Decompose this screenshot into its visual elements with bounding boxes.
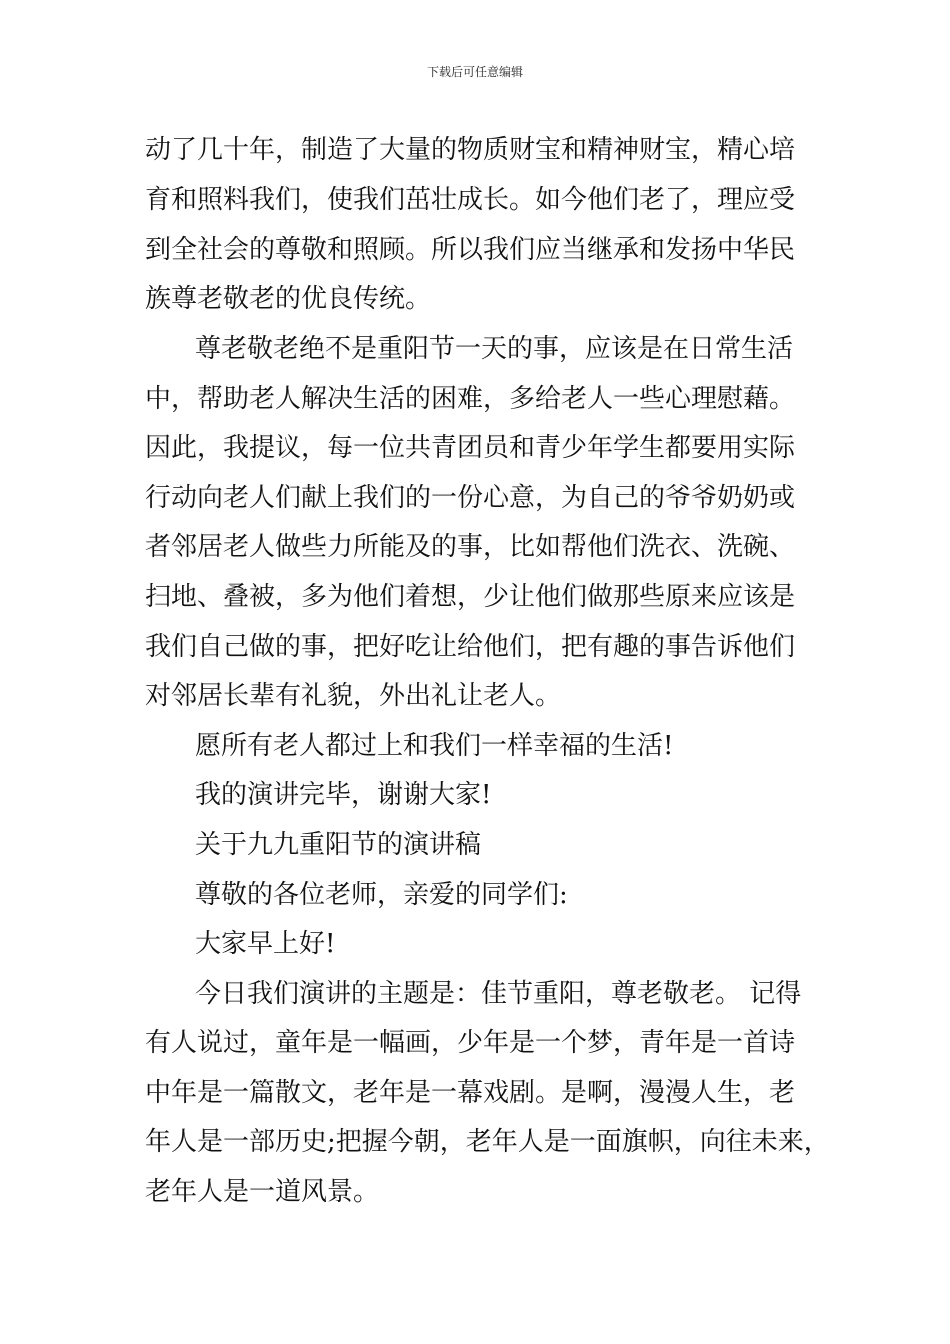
paragraph-start-line: 尊老敬老绝不是重阳节一天的事，应该是在日常生活 bbox=[195, 334, 794, 364]
paragraph-start-line: 愿所有老人都过上和我们一样幸福的生活! bbox=[195, 731, 674, 761]
body-line: 我们自己做的事，把好吃让给他们，把有趣的事告诉他们 bbox=[145, 632, 796, 662]
body-line: 年人是一部历史;把握今朝，老年人是一面旗帜，向往未来， bbox=[145, 1127, 830, 1157]
paragraph-start-line: 今日我们演讲的主题是：佳节重阳，尊老敬老。 记得 bbox=[195, 979, 802, 1009]
body-line: 族尊老敬老的优良传统。 bbox=[145, 284, 432, 314]
greeting-line: 大家早上好! bbox=[195, 929, 336, 959]
body-line: 到全社会的尊敬和照顾。所以我们应当继承和发扬中华民 bbox=[145, 235, 796, 265]
body-line: 老年人是一道风景。 bbox=[145, 1177, 380, 1207]
body-line: 中年是一篇散文，老年是一幕戏剧。是啊，漫漫人生，老 bbox=[145, 1078, 796, 1108]
body-line: 对邻居长辈有礼貌，外出礼让老人。 bbox=[145, 681, 562, 711]
speech-title-line: 关于九九重阳节的演讲稿 bbox=[195, 830, 482, 860]
paragraph-start-line: 我的演讲完毕，谢谢大家! bbox=[195, 780, 492, 810]
body-line: 动了几十年，制造了大量的物质财宝和精神财宝，精心培 bbox=[145, 135, 796, 165]
body-line: 中，帮助老人解决生活的困难，多给老人一些心理慰藉。 bbox=[145, 384, 796, 414]
body-line: 因此，我提议，每一位共青团员和青少年学生都要用实际 bbox=[145, 433, 796, 463]
body-line: 行动向老人们献上我们的一份心意，为自己的爷爷奶奶或 bbox=[145, 483, 796, 513]
body-line: 扫地、叠被，多为他们着想，少让他们做那些原来应该是 bbox=[145, 582, 796, 612]
body-line: 育和照料我们，使我们茁壮成长。如今他们老了，理应受 bbox=[145, 185, 796, 215]
body-line: 者邻居老人做些力所能及的事，比如帮他们洗衣、洗碗、 bbox=[145, 532, 796, 562]
body-line: 有人说过，童年是一幅画，少年是一个梦，青年是一首诗 bbox=[145, 1028, 796, 1058]
page-header: 下载后可任意编辑 bbox=[426, 65, 523, 79]
salutation-line: 尊敬的各位老师，亲爱的同学们: bbox=[195, 880, 568, 910]
